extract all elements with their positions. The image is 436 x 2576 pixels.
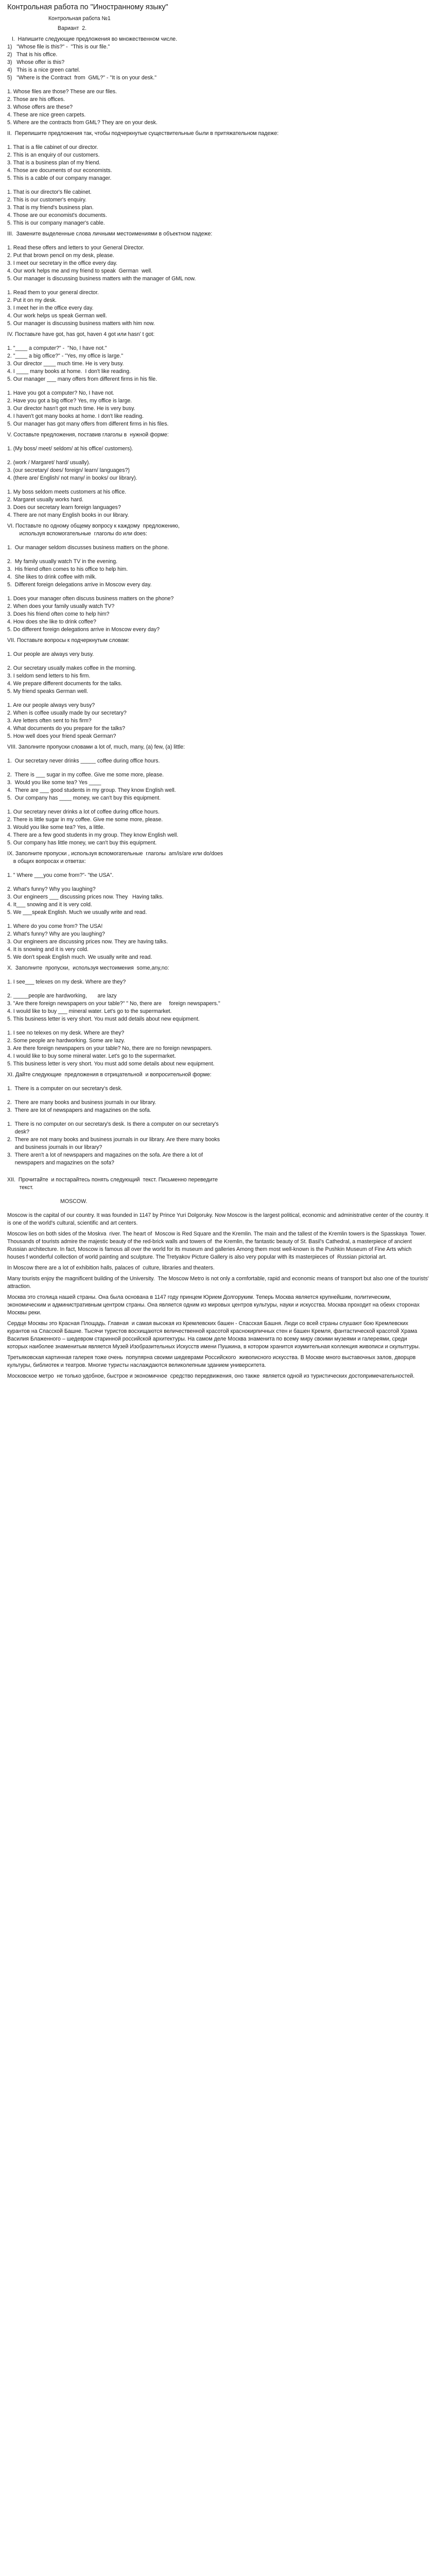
text-line: 5. Different foreign delegations arrive in Moscow every day. — [7, 582, 152, 588]
section-x — [7, 964, 429, 1068]
spacer — [7, 82, 429, 88]
spacer — [7, 751, 429, 757]
text-line: 2) That is his office. — [7, 52, 58, 58]
spacer — [7, 696, 429, 702]
text-line: 1. Read them to your general director. — [7, 290, 99, 296]
text-line: 5. Our manager is discussing business matters with him now. — [7, 320, 155, 327]
text-line: 3. Our director hasn't got much time. He is very busy. — [7, 405, 135, 412]
text-line: 5. My friend speaks German well. — [7, 688, 89, 694]
spacer — [7, 645, 429, 651]
text-line: 3. (our secretary/ does/ foreign/ learn/ languages?) — [7, 467, 130, 473]
document-subtitle-2: Вариант 2. — [58, 25, 87, 31]
text-line: 3. There aren't a lot of newspapers and magazines on the sofa. Are there a lot of — [7, 1152, 203, 1158]
text-line: 4. I would like to buy some mineral water. Let's go to the supermarket. — [7, 1053, 176, 1059]
spacer — [7, 658, 429, 665]
section-vi — [7, 522, 429, 634]
spacer — [7, 453, 429, 459]
text-line: 3. Whose offers are these? — [7, 104, 73, 110]
text-line: 4. There are ___ good students in my group. They know English well. — [7, 787, 176, 793]
text-line: Московское метро не только удобное, быстрое и экономичное средство передвижения, оно также является одной из туристических достопримечательностей. — [7, 1373, 415, 1379]
text-line: 5. Our manager is discussing business matters with the manager of GML now. — [7, 276, 196, 282]
text-line: 4. I ____ many books at home. I don't like reading. — [7, 368, 131, 375]
text-line: 1. " Where ___you come from?"- "the USA". — [7, 872, 114, 878]
text-line: 3) Whose offer is this? — [7, 59, 65, 65]
text-line: X. Заполните пропуски, используя местоимения some,any,no: — [7, 965, 169, 971]
text-line: IX. Заполните пропуски , используя вспомогательные глаголы am/is/are или do/does — [7, 851, 223, 857]
text-line: 2. There is little sugar in my coffee. Give me some more, please. — [7, 817, 163, 823]
text-line: 4. There are a few good students in my group. They know English well. — [7, 832, 179, 838]
text-line: IV. Поставьте have got, has got, haven 4 got или hasn' t got: — [7, 331, 155, 337]
text-line: 3. There are lot of newspapers and magazines on the sofa. — [7, 1107, 151, 1113]
spacer — [7, 879, 429, 886]
spacer — [7, 439, 429, 445]
text-line: 2. (work / Margaret/ hard/ usually). — [7, 460, 91, 466]
text-line: 1. Our secretary never drinks a lot of coffee during office hours. — [7, 809, 160, 815]
text-line: 5. This is our company manager's cable. — [7, 220, 105, 226]
text-line: Moscow lies on both sides of the Moskva river. The heart of Moscow is Red Square and the Kremlin. The main and the tallest of the Kremlin towers is the Spasskaya Tower. Thousands of tourists admire the majestic beauty of the red-brick walls and towers of the Kremlin, the fantastic beauty of St. Basil's Cathedral, a masterpiece of ancient Russian architecture. In fact, Moscow is famous all over the world for its museum and galleries Among them most well-known is the Pushkin Museum of Fine Arts which houses f wonderful collection of world painting and sculpture. The Tretyakov Picture Gallery is also very popular with its masterpieces of Russian pictorial art. — [7, 1231, 428, 1260]
text-line: 5. We don't speak English much. We usually write and read. — [7, 954, 152, 960]
section-viii — [7, 743, 429, 847]
text-line: 2. Our secretary usually makes coffee in the morning. — [7, 665, 136, 671]
text-line: 2. Some people are hardworking. Some are lazy. — [7, 1038, 125, 1044]
text-line: в общих вопросах и ответах: — [7, 858, 86, 865]
document-subtitle-1: Контрольная работа №1 — [48, 15, 111, 22]
text-line: 2. This is our customer's enquiry. — [7, 197, 87, 203]
text-line: In Moscow there are a lot of exhibition halls, palaces of culture, libraries and theaters. — [7, 1265, 215, 1271]
text-line: 2. Margaret usually works hard. — [7, 497, 83, 503]
text-line: 4. It___ snowing and it is very cold. — [7, 902, 92, 908]
text-line: Moscow is the capital of our country. It was founded in 1147 by Prince Yuri Dolgoruky. Now Moscow is the largest political, economic and administrative center of the country. It is one of the world's cultural, scientific and art centers. — [7, 1212, 430, 1226]
text-line: 4. How does she like to drink coffee? — [7, 619, 96, 625]
text-line: 2. Put it on my desk. — [7, 297, 57, 303]
text-line: 5. This business letter is very short. You must add some details about new equipment. — [7, 1061, 215, 1067]
spacer — [7, 552, 429, 558]
text-line: текст. — [7, 1184, 33, 1191]
text-line: 3. Does our secretary learn foreign languages? — [7, 504, 121, 511]
text-line: 3. "Are there foreign newspapers on your table?" " No, there are foreign newspapers." — [7, 1001, 220, 1007]
text-line: Сердце Москвы это Красная Площадь. Главная и самая высокая из Кремлевских башен - Спасская Башня. Люди со всей страны слушают бою Кремлевских курантов на Спасской Башне. Тысячи туристов восхищаются величественной красотой краснокирпичных стен и башен Кремля, фантастической красотой Храма Василия Блаженного – шедевром старинной российской архитектуры. На самом деле Москва знаменита по всему миру своими музеями и галереями, среди которых наиболее знаменитым является Музей Изобразительных Искусств имени Пушкина, в котором хранится изумительная коллекция живописи и скульптуры. — [7, 1320, 420, 1350]
text-line: 3. I meet her in the office every day. — [7, 305, 94, 311]
text-line: 2. My family usually watch TV in the evening. — [7, 558, 118, 565]
text-line: 4. Those are documents of our economists. — [7, 167, 112, 174]
text-line: 2. What's funny? Why you laughing? — [7, 886, 96, 892]
spacer — [7, 986, 429, 992]
text-line: 3. Our engineers ___ discussing prices now. They Having talks. — [7, 894, 164, 900]
text-line: 5. Do different foreign delegations arrive in Moscow every day? — [7, 626, 160, 633]
text-line: 1. Does your manager often discuss business matters on the phone? — [7, 596, 174, 602]
text-line: 4. I would like to buy ___ mineral water. Let's go to the supermarket. — [7, 1008, 172, 1014]
text-line: 1. Have you got a computer? No, I have not. — [7, 390, 114, 396]
spacer — [7, 1170, 429, 1176]
text-line: 1. Our manager seldom discusses business matters on the phone. — [7, 545, 169, 551]
text-line: используя вспомогательные глаголы do или does: — [7, 531, 147, 537]
text-line: I. Напишите следующие предложения во множественном числе. — [7, 36, 178, 42]
spacer — [7, 866, 429, 872]
document-title: Контрольная работа по "Иностранному языку" — [7, 3, 168, 11]
text-line: 1. "____ a computer?" - "No, I have not." — [7, 345, 107, 351]
text-line: 1. Read these offers and letters to your General Director. — [7, 245, 144, 251]
section-xi — [7, 1071, 429, 1167]
text-line: 4. (there are/ English/ not many/ in books/ our library). — [7, 475, 137, 481]
text-line: 1. That is our director's file cabinet. — [7, 189, 92, 195]
text-line: 3. That is my friend's business plan. — [7, 205, 94, 211]
text-line: 5. How well does your friend speak German? — [7, 733, 116, 739]
text-line: 1. Where do you come from? The USA! — [7, 923, 103, 929]
text-line: 1. There is a computer on our secretary's desk. — [7, 1086, 123, 1092]
text-line: VIII. Заполните пропуски словами a lot of, much, many, (a) few, (a) little: — [7, 744, 185, 750]
spacer — [7, 482, 429, 488]
text-line: 3. I seldom send letters to his firm. — [7, 673, 91, 679]
spacer — [7, 972, 429, 978]
spacer — [7, 1114, 429, 1121]
text-line: 2. This is an enquiry of our customers. — [7, 152, 100, 158]
text-line: 4. Our work helps me and my friend to speak German well. — [7, 268, 153, 274]
text-line: 4. It is snowing and it is very cold. — [7, 946, 89, 953]
text-line: 5. Our manager ___ many offers from different firms in his file. — [7, 376, 158, 382]
text-line: III. Замените выделенные слова личными местоимениями в объектном падеже: — [7, 231, 213, 237]
text-line: 5. Our company has ____ money, we can't buy this equipment. — [7, 795, 161, 801]
text-line: 3. I meet our secretary in the office every day. — [7, 260, 117, 266]
text-line: 3. Would you like some tea? Yes, a little. — [7, 824, 105, 831]
text-line: XI. Дайте следующие предложения в отрицательной и вопросительной форме: — [7, 1072, 212, 1078]
spacer — [7, 917, 429, 923]
section-i — [7, 36, 429, 127]
section-v — [7, 431, 429, 519]
text-line: 2. There is ___ sugar in my coffee. Give me some more, please. — [7, 772, 164, 778]
text-line: 4. There are not many English books in our library. — [7, 512, 129, 518]
document-body — [7, 36, 429, 1380]
text-line: 3. Are letters often sent to his firm? — [7, 718, 92, 724]
text-line: V. Составьте предложения, поставив глаголы в нужной форме: — [7, 432, 169, 438]
text-line: 1. Our people are always very busy. — [7, 651, 94, 657]
text-line: 2. When does your family usually watch TV? — [7, 603, 115, 609]
text-line: 2. _____people are hardworking, are lazy — [7, 993, 117, 999]
text-line: 5. Our manager has got many offers from different firms in his files. — [7, 421, 169, 427]
section-iv — [7, 331, 429, 428]
text-line: Many tourists enjoy the magnificent building of the University. The Moscow Metro is not only a comfortable, rapid and economic means of transport but also one of the tourists' attraction. — [7, 1276, 430, 1290]
spacer — [7, 182, 429, 189]
text-line: 3. Our director ____ much time. He is very busy. — [7, 361, 124, 367]
text-line: 3. Would you like some tea? Yes ____ — [7, 779, 101, 786]
text-line: 5. This business letter is very short. You must add details about new equipment. — [7, 1016, 200, 1022]
text-line: 2. When is coffee usually made by our secretary? — [7, 710, 127, 716]
text-line: 2. There are not many books and business journals in our library. Are there many books — [7, 1137, 220, 1143]
text-line: Москва это столица нашей страны. Она была основана в 1147 году принцем Юрием Долгоруким. Теперь Москва является крупнейшим, политическим, экономическим и административным центром страны. Она является одним из мировых центров культуры, науки и искусства. Москва проходит на обеих сторонах Москвы реки. — [7, 1294, 422, 1316]
section-ii — [7, 130, 429, 227]
text-line: 1. I see___ telexes on my desk. Where are they? — [7, 979, 126, 985]
text-line: 1. Our secretary never drinks _____ coffee during office hours. — [7, 758, 160, 764]
text-line: 4. These are nice green carpets. — [7, 112, 86, 118]
text-line: 1) "Whose file is this?" - "This is our file." — [7, 44, 110, 50]
spacer — [7, 383, 429, 389]
spacer — [7, 1093, 429, 1099]
text-line: 1. (My boss/ meet/ seldom/ at his office/ customers). — [7, 446, 133, 452]
text-line: VI. Поставьте по одному общему вопросу к каждому предложению, — [7, 523, 180, 529]
spacer — [7, 802, 429, 808]
spacer — [7, 1023, 429, 1029]
text-line: 1. My boss seldom meets customers at his office. — [7, 489, 127, 495]
text-line: 1. That is a file cabinet of our director. — [7, 144, 98, 150]
text-line: XII. Прочитайте и постарайтесь понять следующий текст. Письменно переведите — [7, 1177, 218, 1183]
text-line: 1. Whose files are those? These are our files. — [7, 89, 117, 95]
text-line: 1. There is no computer on our secretary's desk. Is there a computer on our secretary's — [7, 1121, 219, 1127]
text-line: 1. Are our people always very busy? — [7, 702, 95, 708]
text-line: newspapers and magazines on the sofa? — [7, 1160, 114, 1166]
spacer — [7, 338, 429, 345]
spacer — [7, 1192, 429, 1198]
text-line: MOSCOW. — [7, 1198, 88, 1205]
text-line: II. Перепишите предложения так, чтобы подчеркнутые существительные были в притяжательном падеже: — [7, 130, 279, 137]
spacer — [7, 765, 429, 771]
text-line: 4. I haven't got many books at home. I don't like reading. — [7, 413, 144, 419]
text-line: and business journals in our library? — [7, 1144, 102, 1150]
text-line: 3. Are there foreign newspapers on your table? No, there are no foreign newspapers. — [7, 1045, 213, 1052]
spacer — [7, 138, 429, 144]
spacer — [7, 238, 429, 244]
text-line: 2. There are many books and business journals in our library. — [7, 1099, 156, 1106]
text-line: 4. Our work helps us speak German well. — [7, 313, 107, 319]
section-xii — [7, 1170, 429, 1380]
text-line: 5. This is a cable of our company manager. — [7, 175, 112, 181]
text-line: 4) This is a nice green cartel. — [7, 67, 80, 73]
spacer — [7, 1206, 429, 1212]
text-line: 2. Have you got a big office? Yes, my office is large. — [7, 398, 132, 404]
section-iii — [7, 230, 429, 328]
text-line: VII. Поставьте вопросы к подчеркнутым словам: — [7, 637, 129, 643]
text-line: 3. His friend often comes to his office to help him. — [7, 566, 128, 572]
text-line: 3. That is a business plan of my friend. — [7, 160, 101, 166]
text-line: 5. Our company has little money, we can't buy this equipment. — [7, 840, 157, 846]
text-line: 4. We prepare different documents for the talks. — [7, 681, 123, 687]
text-line: 5. Where are the contracts from GML? They are on your desk. — [7, 120, 158, 126]
text-line: 2. Put that brown pencil on my desk, please. — [7, 252, 114, 259]
text-line: Третьяковская картинная галерея тоже очень популярна своими шедеврами Российского живописного искусства. В Москве много выставочных залов, дворцов культуры, библиотек и театров. Многие туристы наслаждаются великолепным зданием университета. — [7, 1354, 419, 1368]
section-vii — [7, 637, 429, 740]
text-line: 4. Those are our economist's documents. — [7, 212, 107, 218]
text-line: 2. "____ a big office?" - "Yes, my office is large." — [7, 353, 124, 359]
spacer — [7, 589, 429, 595]
text-line: 2. What's funny? Why are you laughing? — [7, 931, 105, 937]
text-line: 4. What documents do you prepare for the talks? — [7, 725, 126, 732]
text-line: desk? — [7, 1129, 29, 1135]
text-line: 5) "Where is the Contract from GML?" - "It is on your desk." — [7, 75, 156, 81]
section-ix — [7, 850, 429, 961]
text-line: 2. Those are his offices. — [7, 96, 65, 103]
text-line: 3. Our engineers are discussing prices now. They are having talks. — [7, 939, 168, 945]
text-line: 1. I see no telexes on my desk. Where are they? — [7, 1030, 125, 1036]
text-line: 4. She likes to drink coffee with milk. — [7, 574, 97, 580]
spacer — [7, 538, 429, 544]
text-line: 3. Does his friend often come to help him? — [7, 611, 110, 617]
spacer — [7, 1079, 429, 1085]
spacer — [7, 283, 429, 289]
text-line: 5. We ___speak English. Much we usually write and read. — [7, 909, 147, 916]
